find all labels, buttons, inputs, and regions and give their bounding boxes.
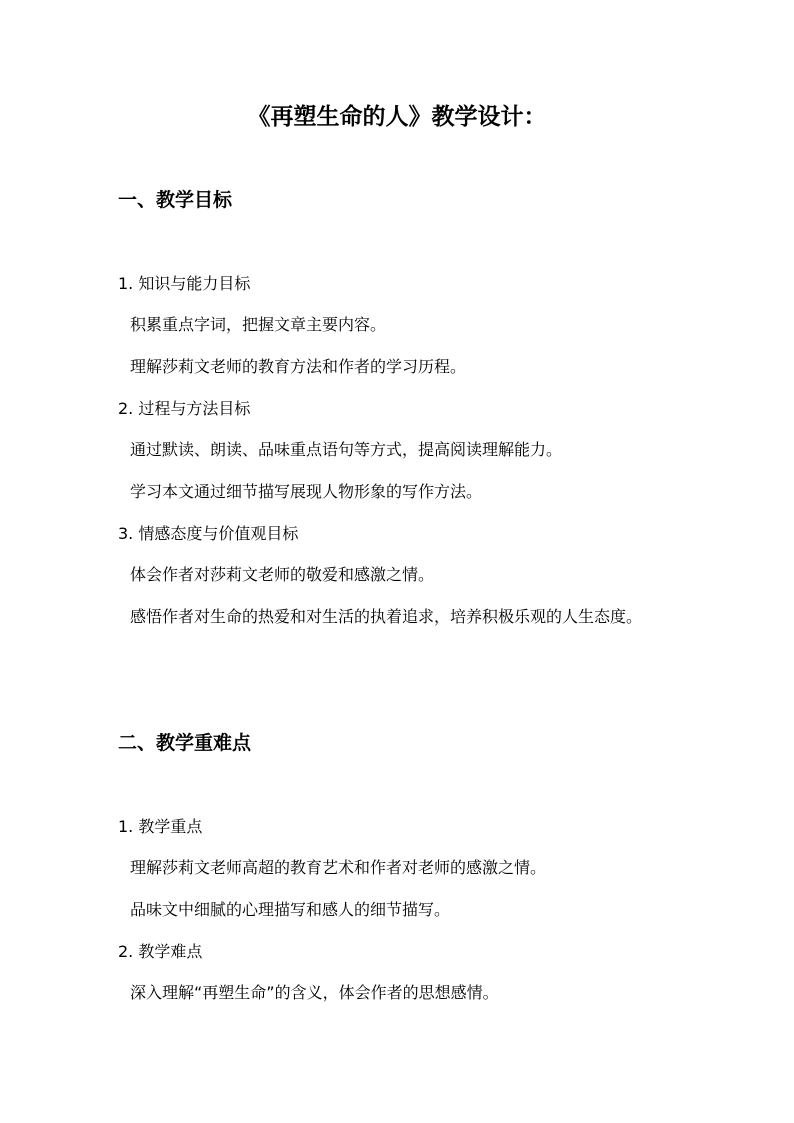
subheading-emotion-values: 3. 情感态度与价值观目标 bbox=[118, 524, 299, 543]
difficult-item-1: 深入理解“再塑生命”的含义，体会作者的思想感情。 bbox=[130, 983, 499, 1002]
section-heading-key-difficult-points: 二、教学重难点 bbox=[118, 732, 252, 754]
goal3-item-1: 体会作者对莎莉文老师的敬爱和感激之情。 bbox=[130, 565, 435, 584]
subheading-difficult-points: 2. 教学难点 bbox=[118, 942, 203, 961]
subheading-process-method: 2. 过程与方法目标 bbox=[118, 399, 251, 418]
key-item-1: 理解莎莉文老师高超的教育艺术和作者对老师的感激之情。 bbox=[130, 858, 547, 877]
goal2-item-1: 通过默读、朗读、品味重点语句等方式，提高阅读理解能力。 bbox=[130, 440, 563, 459]
section-heading-teaching-goals: 一、教学目标 bbox=[118, 189, 233, 211]
goal1-item-2: 理解莎莉文老师的教育方法和作者的学习历程。 bbox=[130, 357, 467, 376]
key-item-2: 品味文中细腻的心理描写和感人的细节描写。 bbox=[130, 900, 451, 919]
goal1-item-1: 积累重点字词，把握文章主要内容。 bbox=[130, 315, 387, 334]
goal3-item-2: 感悟作者对生命的热爱和对生活的执着追求，培养积极乐观的人生态度。 bbox=[130, 607, 643, 626]
page-title: 《再塑生命的人》教学设计： bbox=[247, 104, 547, 130]
subheading-key-points: 1. 教学重点 bbox=[118, 817, 203, 836]
goal2-item-2: 学习本文通过细节描写展现人物形象的写作方法。 bbox=[130, 482, 483, 501]
subheading-knowledge-ability: 1. 知识与能力目标 bbox=[118, 274, 251, 293]
